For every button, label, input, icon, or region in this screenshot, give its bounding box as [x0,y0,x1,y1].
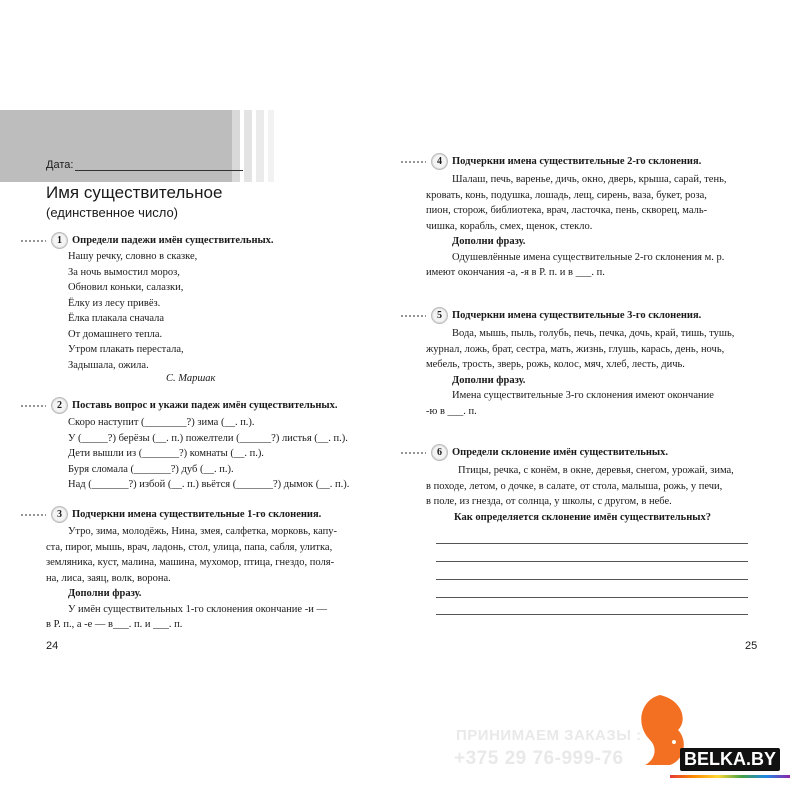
answer-line[interactable] [436,543,748,544]
brand-logo: BELKA.BY [680,748,780,771]
task-6-heading: 6 Определи склонение имён существительных. [400,444,668,461]
page-number-right: 25 [745,640,758,652]
task-4-heading: 4 Подчеркни имена существительные 2-го склонения. [400,153,701,170]
right-page [400,0,800,800]
answer-line[interactable] [436,614,748,615]
task-number: 1 [51,232,68,249]
task-5-lines: Вода, мышь, пыль, голубь, печь, печка, дочь, край, тишь, тушь, журнал, ложь, брат, сестра, мать, жизнь, глушь, карась, день, ночь, мебель, трость, зверь, рожь, колос, мяч, хлеб, лесть, дичь. Дополни фразу. Имена существительные 3-го склонения имеют окончание -ю в ___. п. [426,328,735,417]
task-3-lines: Утро, зима, молодёжь, Нина, змея, салфетка, морковь, капу- ста, пирог, мышь, врач, ладонь, стол, улица, папа, сабля, улитка, земляника, куст, малина, машина, мухомор, птица, гнездо, поля- на, лиса, заяц, волк, ворона. Дополни фразу. У имён существительных 1-го склонения окончание -и — в Р. п., а -е — в___. п. и ___. п. [46,526,337,630]
task-2-heading: 2 Поставь вопрос и укажи падеж имён существительных. [20,397,337,414]
task-6-lines: Птицы, речка, с конём, в окне, деревья, снегом, урожай, зима, в походе, летом, о дочке, в салате, от стола, малыша, рожь, у печи, в поле, из гнезда, от солнца, у школы, с другом, в небе. Как определяется склонение имён существительных? [426,465,734,523]
dots-decoration [20,237,46,245]
task-5-heading: 5 Подчеркни имена существительные 3-го склонения. [400,307,701,324]
promo-text: ПРИНИМАЕМ ЗАКАЗЫ : [456,727,642,744]
task-title: Определи падежи имён существительных. [72,235,274,246]
task-3-heading: 3 Подчеркни имена существительные 1-го склонения. [20,506,321,523]
promo-phone: +375 29 76-999-76 [454,748,624,769]
answer-line[interactable] [436,561,748,562]
task-2-lines: Скоро наступит (________?) зима (__. п.). У (_____?) берёзы (__. п.) пожелтели (______?) листья (__. п.). Дети вышли из (_______?) комнаты (__. п.). Буря сломала (_______?) дуб (__. п.). Над (_______?) избой (__. п.) вьётся (_______?) дымок (__. п.). [68,417,350,490]
page-number-left: 24 [46,640,59,652]
answer-line[interactable] [436,579,748,580]
page-subtitle: (единственное число) [46,205,178,220]
date-field: Дата: [46,159,243,171]
task-4-lines: Шалаш, печь, варенье, дичь, окно, дверь, крыша, сарай, тень, кровать, конь, подушка, лошадь, лещ, сирень, ваза, букет, роза, пион, сторож, библиотека, врач, ласточка, пень, скворец, маль- чишка, корабль, смех, щенок, стекло. Дополни фразу. Одушевлённые имена существительные 2-го склонения м. р. имеют окончания -а, -я в Р. п. и в ___. п. [426,174,727,278]
task-1-heading [20,232,274,249]
answer-line[interactable] [436,597,748,598]
rainbow-stripe [670,775,790,778]
poem: Нашу речку, словно в сказке, За ночь вымостил мороз, Обновил коньки, салазки, Ёлку из лесу привёз. Ёлка плакала сначала От домашнего тепла. Утром плакать перестала, Задышала, ожила. [68,251,198,371]
poem-author: С. Маршак [166,373,216,384]
page-title: Имя существительное [46,183,223,202]
